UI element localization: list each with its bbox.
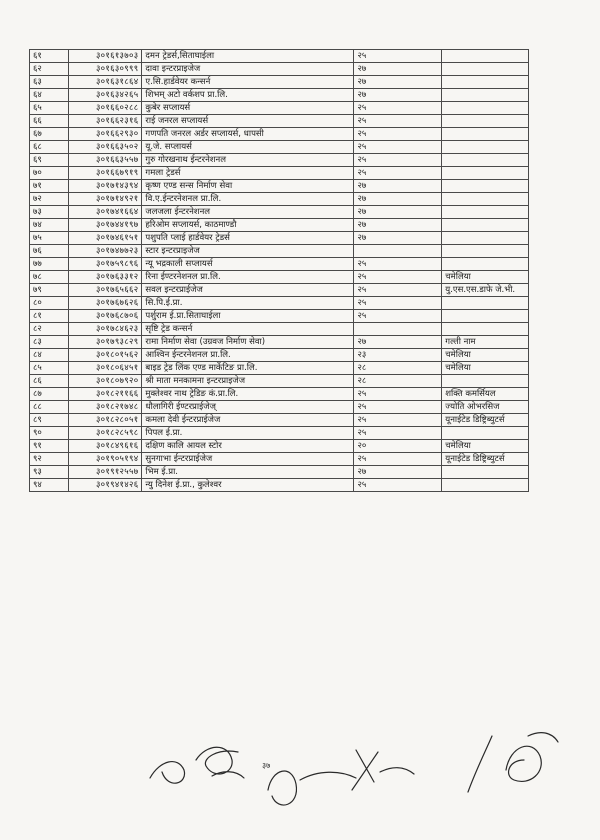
category-cell: २५ [354, 427, 442, 440]
pan-number-cell: ३०१६६३५०२ [68, 141, 142, 154]
remark-cell: यु.एस.एस.डाफे जे.भी. [442, 284, 529, 297]
firm-name-cell: सि.पि.ई.प्रा. [142, 297, 354, 310]
firm-name-cell: कृष्ण एण्ड सन्स निर्माण सेवा [142, 180, 354, 193]
firm-name-cell: धौलागिरी ईण्टरप्राईजेज् [142, 401, 354, 414]
pan-number-cell: ३०१९४१४२६ [68, 479, 142, 492]
serial-number-cell: ८३ [30, 336, 69, 349]
pan-number-cell: ३०१७९३८२९ [68, 336, 142, 349]
pan-number-cell: ३०१७८४६२३ [68, 323, 142, 336]
pan-number-cell: ३०१८२११६६ [68, 388, 142, 401]
firm-name-cell: श्री माता मनकामना इन्टरप्राइजेज [142, 375, 354, 388]
category-cell: २५ [354, 479, 442, 492]
remark-cell: शक्ति कमर्सियल [442, 388, 529, 401]
category-cell: २५ [354, 401, 442, 414]
page-number: ३७ [262, 761, 271, 770]
category-cell: २५ [354, 167, 442, 180]
firm-name-cell: पिपल ई.प्रा. [142, 427, 354, 440]
firm-name-cell: न्यू भद्रकाली सप्लायर्स [142, 258, 354, 271]
pan-number-cell: ३०१८०१५६२ [68, 349, 142, 362]
category-cell: २५ [354, 141, 442, 154]
serial-number-cell: ९३ [30, 466, 69, 479]
pan-number-cell: ३०१७६३३१२ [68, 271, 142, 284]
remark-cell: यूनाईटेड डिष्ट्रिब्युटर्स [442, 414, 529, 427]
signature-left [150, 747, 244, 783]
remark-cell: गल्ती नाम [442, 336, 529, 349]
category-cell: २५ [354, 388, 442, 401]
serial-number-cell: ७९ [30, 284, 69, 297]
pan-number-cell: ३०१८०६४५१ [68, 362, 142, 375]
category-cell: २७ [354, 219, 442, 232]
serial-number-cell: ७८ [30, 271, 69, 284]
firm-name-cell: सवल इन्टरप्राईजेज [142, 284, 354, 297]
firm-name-cell: सुनगाभा ईन्टरप्राईजेज [142, 453, 354, 466]
pan-number-cell: ३०१८२८५९८ [68, 427, 142, 440]
serial-number-cell: ८५ [30, 362, 69, 375]
serial-number-cell: ८९ [30, 414, 69, 427]
firm-name-cell: आश्विन ईन्टरनेशनल प्रा.लि. [142, 349, 354, 362]
serial-number-cell: ६३ [30, 76, 69, 89]
serial-number-cell: ६८ [30, 141, 69, 154]
serial-number-cell: ७४ [30, 219, 69, 232]
firm-name-cell: भिम ई.प्रा. [142, 466, 354, 479]
category-cell: २७ [354, 89, 442, 102]
serial-number-cell: ८१ [30, 310, 69, 323]
firm-name-cell: हरिओम सप्लायर्स, काठमाण्डौ [142, 219, 354, 232]
category-cell: २५ [354, 115, 442, 128]
serial-number-cell: ९२ [30, 453, 69, 466]
category-cell: २५ [354, 154, 442, 167]
pan-number-cell: ३०१६३१८६४ [68, 76, 142, 89]
category-cell: २० [354, 440, 442, 453]
serial-number-cell: ६९ [30, 154, 69, 167]
serial-number-cell: ६५ [30, 102, 69, 115]
pan-number-cell: ३०१७६८७०६ [68, 310, 142, 323]
firm-name-cell: जलजला ईन्टरनेशनल [142, 206, 354, 219]
category-cell: २५ [354, 453, 442, 466]
serial-number-cell: ६६ [30, 115, 69, 128]
firm-name-cell: कुबेर सप्लायर्स [142, 102, 354, 115]
firm-name-cell: पर्शुराम ई.प्रा.सिताघाईला [142, 310, 354, 323]
firm-name-cell: दक्षिण कालि आयल स्टोर [142, 440, 354, 453]
signature-middle [268, 750, 414, 805]
firm-name-cell: ए.सि.हार्डवेयर कन्सर्न [142, 76, 354, 89]
category-cell: २५ [354, 271, 442, 284]
category-cell: २७ [354, 466, 442, 479]
pan-number-cell: ३०१६६२३१६ [68, 115, 142, 128]
category-cell: २५ [354, 310, 442, 323]
pan-number-cell: ३०१६६७९१९ [68, 167, 142, 180]
serial-number-cell: ८७ [30, 388, 69, 401]
pan-number-cell: ३०१७१४३९४ [68, 180, 142, 193]
pan-number-cell: ३०१६६२९३० [68, 128, 142, 141]
serial-number-cell: ८६ [30, 375, 69, 388]
firm-name-cell: स्टार इन्टरप्राइजेज [142, 245, 354, 258]
pan-number-cell: ३०१७१४९२१ [68, 193, 142, 206]
serial-number-cell: ८२ [30, 323, 69, 336]
pan-number-cell: ३०१६३०९९९ [68, 63, 142, 76]
serial-number-cell: ६७ [30, 128, 69, 141]
remark-cell: यूनाईटेड डिष्ट्रिब्युटर्स [442, 453, 529, 466]
firm-name-cell: दावा इन्टरप्राइजेज [142, 63, 354, 76]
pan-number-cell: ३०१७४७७२३ [68, 245, 142, 258]
pan-number-cell: ३०१८२८०५१ [68, 414, 142, 427]
category-cell: २७ [354, 232, 442, 245]
firm-name-cell: शिभम् अटो वर्कशप प्रा.लि. [142, 89, 354, 102]
category-cell: २५ [354, 297, 442, 310]
category-cell: २७ [354, 336, 442, 349]
signature-right [468, 733, 558, 792]
firm-name-cell: रामा निर्माण सेवा (उग्रवज निर्माण सेवा) [142, 336, 354, 349]
category-cell: २५ [354, 50, 442, 63]
pan-number-cell: ३०१८०७९२० [68, 375, 142, 388]
serial-number-cell: ७२ [30, 193, 69, 206]
pan-number-cell: ३०१६६०२८८ [68, 102, 142, 115]
serial-number-cell: ६४ [30, 89, 69, 102]
serial-number-cell: ९० [30, 427, 69, 440]
pan-number-cell: ३०१७४६१५१ [68, 232, 142, 245]
firm-name-cell: गमला ट्रेडर्स [142, 167, 354, 180]
category-cell: २५ [354, 258, 442, 271]
remark-cell: चमेलिया [442, 271, 529, 284]
category-cell: २७ [354, 206, 442, 219]
serial-number-cell: ६२ [30, 63, 69, 76]
serial-number-cell: ८८ [30, 401, 69, 414]
category-cell: २३ [354, 349, 442, 362]
remark-cell: चमेलिया [442, 349, 529, 362]
category-cell: २७ [354, 180, 442, 193]
firm-name-cell: दमन ट्रेडर्स,सिताघाईला [142, 50, 354, 63]
pan-number-cell: ३०१७५९८९६ [68, 258, 142, 271]
category-cell: २८ [354, 375, 442, 388]
serial-number-cell: ८० [30, 297, 69, 310]
category-cell: २५ [354, 284, 442, 297]
serial-number-cell: ७३ [30, 206, 69, 219]
remark-cell: ज्योति ओभरसिज [442, 401, 529, 414]
firm-name-cell: पशुपति प्लाई हार्डवेयर ट्रेडर्स [142, 232, 354, 245]
serial-number-cell: ७६ [30, 245, 69, 258]
serial-number-cell: ७५ [30, 232, 69, 245]
serial-number-cell: ७७ [30, 258, 69, 271]
remark-cell: चमेलिया [442, 440, 529, 453]
category-cell: २५ [354, 414, 442, 427]
firm-name-cell: गुरु गोरखनाथ ईन्टरनेशनल [142, 154, 354, 167]
firm-name-cell: मुक्तेश्वर नाथ ट्रेडिङ कं.प्रा.लि. [142, 388, 354, 401]
firm-name-cell: यू.जे. सप्लायर्स [142, 141, 354, 154]
category-cell: २७ [354, 63, 442, 76]
serial-number-cell: ६१ [30, 50, 69, 63]
pan-number-cell: ३०१७६७६२६ [68, 297, 142, 310]
category-cell: २७ [354, 193, 442, 206]
pan-number-cell: ३०१९०५१९४ [68, 453, 142, 466]
serial-number-cell: ९४ [30, 479, 69, 492]
pan-number-cell: ३०१६३४२६५ [68, 89, 142, 102]
firm-name-cell: रिना ईण्टरनेशनल प्रा.लि. [142, 271, 354, 284]
firm-name-cell: न्यु दिनेश ई.प्रा., कुलेश्वर [142, 479, 354, 492]
firm-name-cell: बाइड ट्रेड लिंक एण्ड मार्केटिङ प्रा.लि. [142, 362, 354, 375]
pan-number-cell: ३०१८४९६१६ [68, 440, 142, 453]
firm-name-cell: राई जनरल सप्लायर्स [142, 115, 354, 128]
category-cell: २७ [354, 76, 442, 89]
remark-cell: चमेलिया [442, 362, 529, 375]
serial-number-cell: ७० [30, 167, 69, 180]
pan-number-cell: ३०१६६३५५७ [68, 154, 142, 167]
category-cell: २५ [354, 102, 442, 115]
pan-number-cell: ३०१६१३७०३ [68, 50, 142, 63]
pan-number-cell: ३०१८२१७४८ [68, 401, 142, 414]
firm-name-cell: कमला देवी ईन्टरप्राईजेज [142, 414, 354, 427]
pan-number-cell: ३०१७४१६६४ [68, 206, 142, 219]
category-cell: २५ [354, 128, 442, 141]
firm-name-cell: गणपति जनरल अर्डर सप्लायर्स, धापसी [142, 128, 354, 141]
pan-number-cell: ३०१९१२५५७ [68, 466, 142, 479]
firm-name-cell: वि.ए.ईन्टरनेशनल प्रा.लि. [142, 193, 354, 206]
category-cell: २८ [354, 362, 442, 375]
firm-name-cell: सृष्टि ट्रेड कन्सर्न [142, 323, 354, 336]
pan-number-cell: ३०१७४४१९७ [68, 219, 142, 232]
serial-number-cell: ७१ [30, 180, 69, 193]
pan-number-cell: ३०१७६५६६२ [68, 284, 142, 297]
serial-number-cell: ९१ [30, 440, 69, 453]
serial-number-cell: ८४ [30, 349, 69, 362]
